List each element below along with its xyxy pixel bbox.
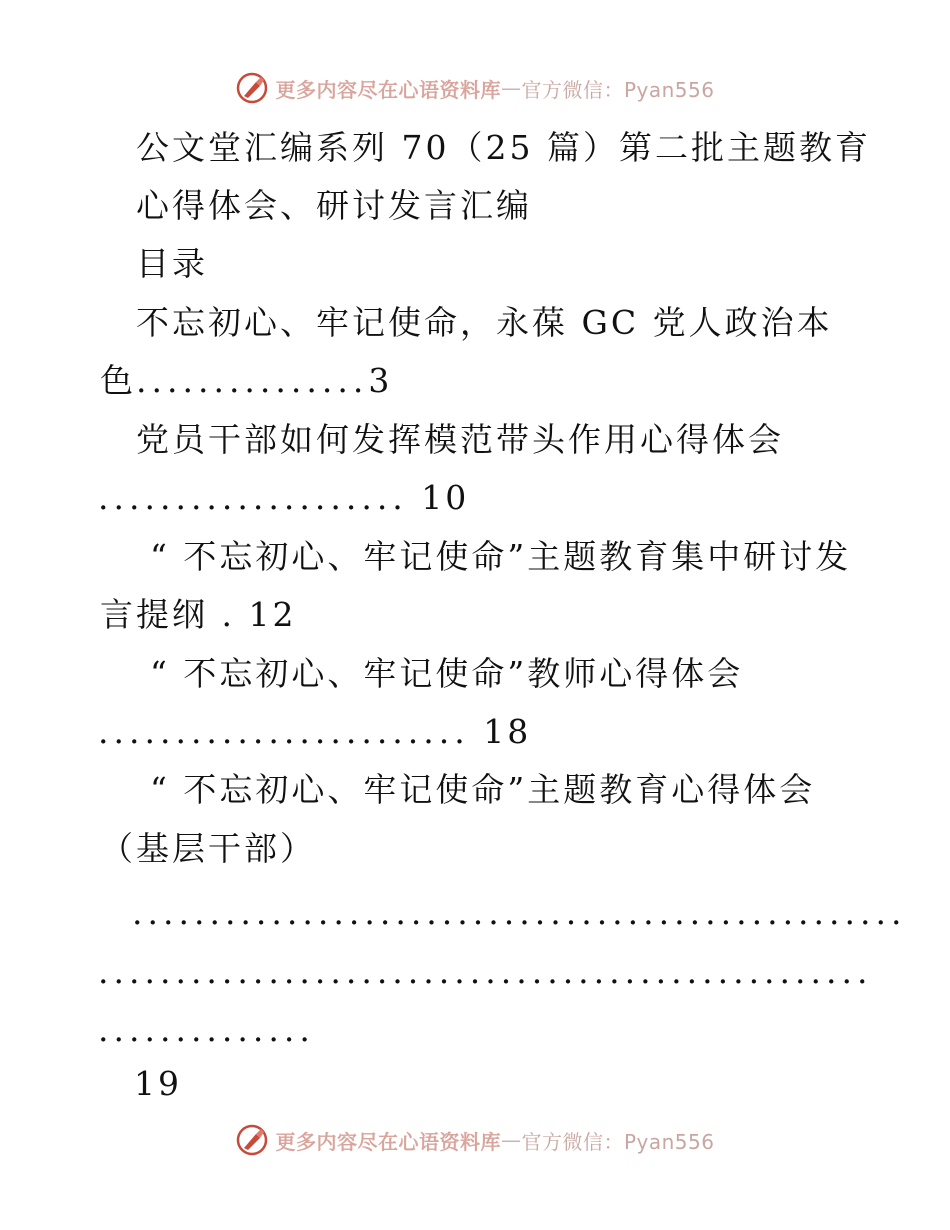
- toc-entry-5-title-cont: （基层干部）: [100, 829, 316, 868]
- toc-entry-1-page: 3: [368, 361, 393, 400]
- toc-entry-4-page: 18: [483, 712, 532, 751]
- watermark-wechat-text: 官方微信：Pyan556: [521, 1129, 715, 1154]
- toc-entry-5-leader-3: ..............: [98, 1010, 315, 1049]
- watermark-dash: —: [500, 76, 522, 100]
- footer-watermark: [0, 1120, 950, 1160]
- pen-logo-icon: [235, 71, 269, 105]
- watermark-dash: —: [500, 1128, 522, 1152]
- toc-entry-4-title: “ 不忘初心、牢记使命”教师心得体会: [150, 654, 744, 693]
- watermark-main-text: 更多内容尽在心语资料库: [275, 1129, 501, 1154]
- toc-entry-5-title: “ 不忘初心、牢记使命”主题教育心得体会: [150, 770, 816, 809]
- watermark-main-text: 更多内容尽在心语资料库: [275, 77, 501, 102]
- toc-entry-1-title: 不忘初心、牢记使命，永葆 GC 党人政治本: [136, 303, 833, 342]
- toc-entry-3-page: 12: [248, 595, 297, 634]
- toc-entry-3-title-cont: 言提纲 . 12: [100, 595, 297, 634]
- watermark-wechat-text: 官方微信：Pyan556: [521, 77, 715, 102]
- toc-entry-3-title: “ 不忘初心、牢记使命”主题教育集中研讨发: [150, 537, 852, 576]
- toc-entry-4-leader: ........................: [98, 712, 470, 751]
- toc-entry-5-leader-2: ..................................................: [98, 952, 873, 991]
- toc-entry-4-leader-line: [98, 712, 531, 752]
- toc-heading: 目录: [136, 244, 208, 283]
- doc-title-line-1: 公文堂汇编系列 70（25 篇）第二批主题教育: [136, 128, 871, 167]
- toc-entry-2-leader: ....................: [98, 478, 408, 517]
- doc-title-line-2: 心得体会、研讨发言汇编: [136, 186, 532, 225]
- toc-entry-2-leader-line: [98, 478, 469, 518]
- toc-entry-5-leader-1: ..................................................: [132, 893, 907, 932]
- toc-entry-2-title: 党员干部如何发挥模范带头作用心得体会: [136, 420, 784, 459]
- header-watermark: [0, 68, 950, 108]
- pen-logo-icon: [235, 1123, 269, 1157]
- toc-entry-1-leader: ...............: [136, 361, 369, 400]
- toc-entry-2-page: 10: [421, 478, 470, 517]
- toc-entry-5-page: 19: [134, 1064, 182, 1103]
- toc-entry-1-title-cont: 色...............3: [100, 361, 393, 400]
